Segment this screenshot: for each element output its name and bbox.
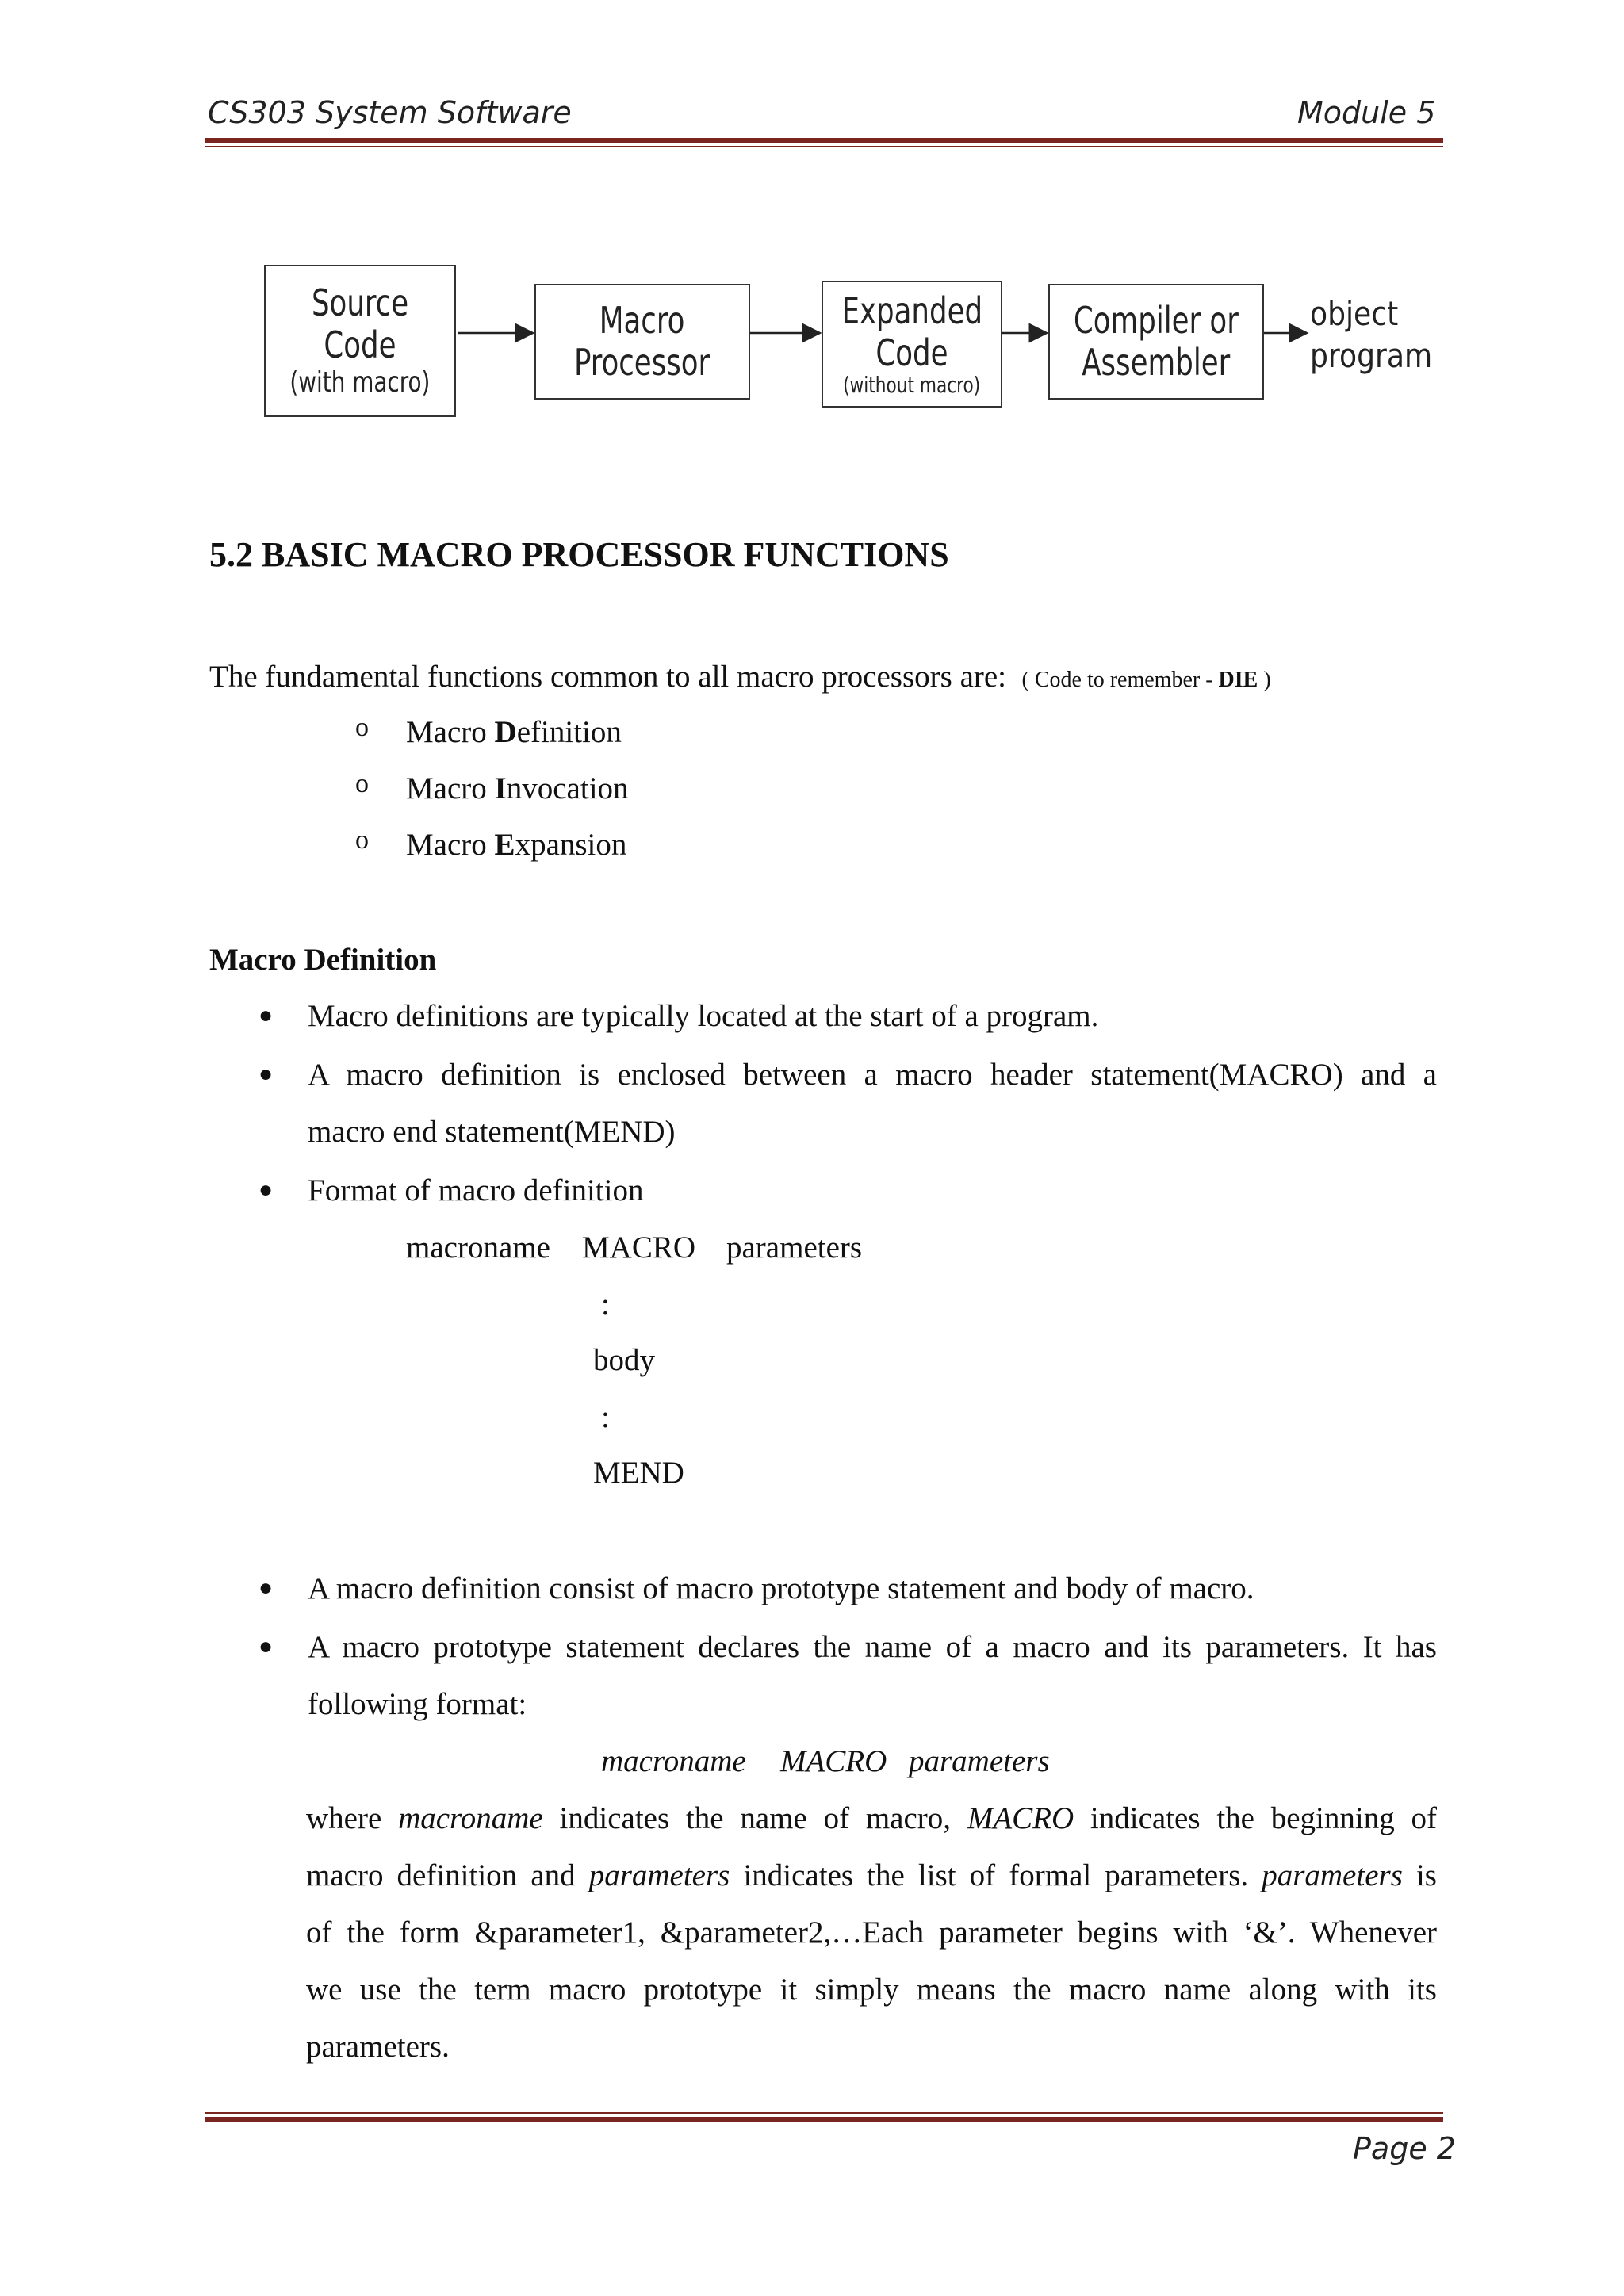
diagram-arrows	[0, 0, 1624, 555]
note-prefix: ( Code to remember -	[1021, 668, 1219, 692]
function-prefix: Macro	[406, 715, 495, 749]
format-params: parameters	[726, 1230, 863, 1265]
intro-text: The fundamental functions common to all macro processors are:	[209, 660, 1007, 694]
expanded-code-line3: (without macro)	[843, 371, 981, 398]
list-marker: o	[355, 769, 369, 798]
bullet-text: A macro definition consist of macro prototype statement and body of macro.	[308, 1571, 1254, 1605]
explain-line	[306, 1790, 1437, 1847]
function-letter: D	[494, 715, 517, 749]
bullet-text: Format of macro definition	[308, 1173, 644, 1207]
format-colon: :	[601, 1400, 610, 1434]
function-rest: efinition	[516, 715, 622, 749]
prototype-name: macroname	[601, 1744, 746, 1778]
bullet-dot: ●	[259, 1575, 274, 1601]
list-item	[406, 817, 626, 874]
footer-rule-thin	[205, 2112, 1443, 2114]
function-prefix: Macro	[406, 828, 495, 862]
bullet-text-cont: macro end statement(MEND)	[308, 1115, 676, 1149]
bullet-dot: ●	[259, 1633, 274, 1659]
explain-line: we use the term macro prototype it simply means the macro name along with its	[306, 1973, 1437, 2007]
term: parameters	[1262, 1858, 1403, 1892]
macro-processor-line2: Processor	[574, 341, 710, 384]
list-marker: o	[355, 825, 369, 855]
bullet-text-cont: following format:	[308, 1687, 527, 1721]
source-code-line1: Source	[311, 281, 409, 325]
list-marker: o	[355, 713, 369, 742]
function-rest: nvocation	[506, 771, 629, 806]
list-item	[406, 704, 622, 761]
bullet-dot: ●	[259, 1061, 274, 1087]
text: macro definition and	[306, 1858, 589, 1892]
note-suffix: )	[1258, 668, 1271, 692]
text: where	[306, 1801, 399, 1835]
bullet-dot: ●	[259, 1002, 274, 1028]
list-item	[406, 760, 629, 817]
format-keyword: MACRO	[582, 1230, 696, 1265]
prototype-params: parameters	[909, 1744, 1050, 1778]
intro-note	[1022, 668, 1271, 692]
term: parameters	[588, 1858, 730, 1892]
function-letter: I	[494, 771, 507, 806]
format-end: MEND	[593, 1456, 684, 1490]
format-colon: :	[601, 1288, 610, 1322]
source-code-line2: Code	[324, 323, 396, 367]
term: macroname	[398, 1801, 543, 1835]
header-course: CS303 System Software	[208, 95, 572, 130]
text: is	[1402, 1858, 1437, 1892]
page-number: Page 2	[1353, 2131, 1456, 2166]
object-program-line2: program	[1310, 335, 1433, 375]
footer-rule	[205, 2117, 1443, 2122]
bullet-text: A macro prototype statement declares the name of a macro and its parameters. It has	[308, 1630, 1437, 1664]
intro-paragraph	[209, 649, 1271, 709]
format-name: macroname	[406, 1230, 550, 1265]
note-code: DIE	[1218, 668, 1258, 692]
format-body: body	[593, 1343, 655, 1377]
text: indicates the name of macro,	[542, 1801, 967, 1835]
explain-line: of the form &parameter1, &parameter2,…Each parameter begins with ‘&’. Whenever	[306, 1915, 1437, 1950]
explain-line: parameters.	[306, 2030, 450, 2064]
text: indicates the list of formal parameters.	[730, 1858, 1262, 1892]
function-letter: E	[494, 828, 515, 862]
compiler-line2: Assembler	[1082, 341, 1231, 384]
bullet-text: Macro definitions are typically located at the start of a program.	[308, 999, 1099, 1033]
bullet-dot: ●	[259, 1177, 274, 1203]
header-module: Module 5	[1297, 95, 1436, 130]
macro-processor-line1: Macro	[599, 299, 685, 342]
prototype-keyword: MACRO	[780, 1744, 887, 1778]
function-rest: xpansion	[515, 828, 627, 862]
expanded-code-line2: Code	[875, 331, 948, 374]
explain-line	[306, 1847, 1437, 1904]
section-title: 5.2 BASIC MACRO PROCESSOR FUNCTIONS	[209, 535, 949, 574]
function-prefix: Macro	[406, 771, 495, 806]
expanded-code-line1: Expanded	[841, 289, 982, 333]
compiler-line1: Compiler or	[1074, 299, 1239, 342]
macro-definition-heading: Macro Definition	[209, 943, 437, 977]
source-code-line3: (with macro)	[289, 366, 431, 400]
text: indicates the beginning of	[1074, 1801, 1437, 1835]
object-program-line1: object	[1310, 294, 1399, 333]
bullet-text: A macro definition is enclosed between a macro header statement(MACRO) and a	[308, 1058, 1437, 1092]
term: MACRO	[967, 1801, 1074, 1835]
